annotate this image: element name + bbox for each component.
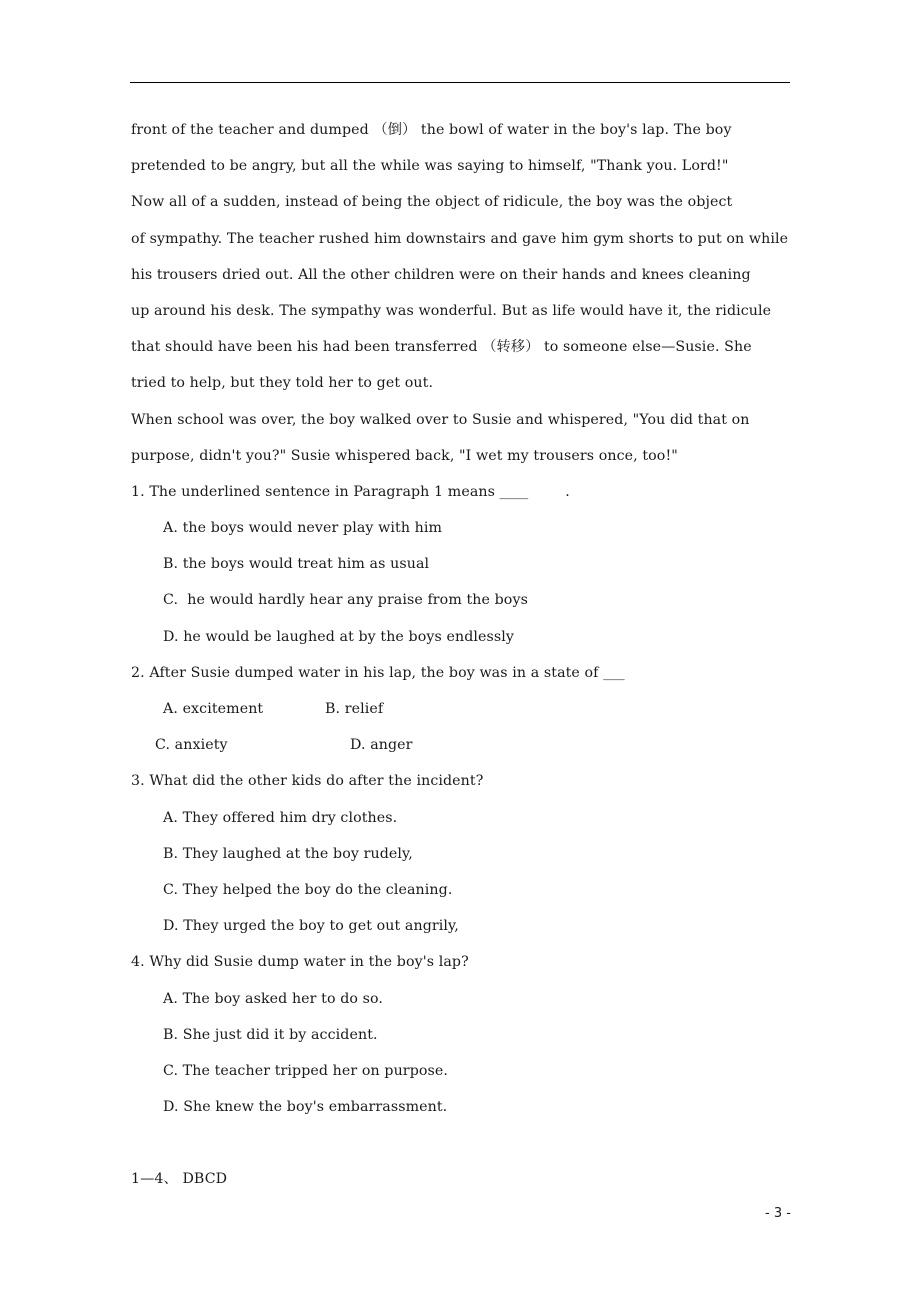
option-d: D. She knew the boy's embarrassment. <box>163 1099 448 1116</box>
spacer <box>131 1125 851 1161</box>
header-rule <box>130 82 790 83</box>
passage-line: Now all of a sudden, instead of being the object of ridicule, the boy was the object <box>131 194 733 211</box>
option-row <box>131 691 851 727</box>
option-c: C. The teacher tripped her on purpose. <box>163 1062 448 1079</box>
answer-key: 1—4、 DBCD <box>131 1171 228 1188</box>
option-b: B. She just did it by accident. <box>163 1026 378 1043</box>
document-body <box>131 112 851 1197</box>
question-stem: 2. After Susie dumped water in his lap, the boy was in a state of ___ <box>131 664 625 681</box>
question-1 <box>131 474 851 655</box>
question-3 <box>131 763 851 944</box>
passage-line: tried to help, but they told her to get out. <box>131 375 434 392</box>
option-a: A. They offered him dry clothes. <box>163 809 398 826</box>
page-number: - 3 - <box>765 1206 791 1221</box>
passage-line: that should have been his had been transferred （转移） to someone else—Susie. She <box>131 339 752 356</box>
question-2 <box>131 655 851 764</box>
option-a: A. The boy asked her to do so. <box>163 990 384 1007</box>
option-a: A. excitement <box>163 701 264 717</box>
question-stem: 3. What did the other kids do after the incident? <box>131 773 484 790</box>
passage-line: pretended to be angry, but all the while was saying to himself, "Thank you. Lord!" <box>131 158 729 175</box>
option-d: D. anger <box>350 737 413 754</box>
passage-line: his trousers dried out. All the other children were on their hands and knees cleaning <box>131 266 751 283</box>
option-d: D. They urged the boy to get out angrily, <box>163 918 459 935</box>
option-row <box>131 727 851 763</box>
passage <box>131 112 851 474</box>
option-c: C. anxiety <box>155 737 228 754</box>
option-b: B. They laughed at the boy rudely, <box>163 845 413 862</box>
option-b: B. the boys would treat him as usual <box>163 556 430 573</box>
question-stem: 4. Why did Susie dump water in the boy's lap? <box>131 954 469 971</box>
option-b: B. relief <box>325 701 384 717</box>
option-c: C. They helped the boy do the cleaning. <box>163 881 453 898</box>
option-c: C. he would hardly hear any praise from the boys <box>163 592 528 609</box>
passage-line: When school was over, the boy walked over to Susie and whispered, "You did that on <box>131 411 750 428</box>
question-4 <box>131 944 851 1125</box>
passage-line: purpose, didn't you?" Susie whispered back, "I wet my trousers once, too!" <box>131 447 678 464</box>
question-stem: 1. The underlined sentence in Paragraph 1 means ____ . <box>131 483 570 500</box>
passage-line: of sympathy. The teacher rushed him downstairs and gave him gym shorts to put on while <box>131 230 789 247</box>
option-a: A. the boys would never play with him <box>163 520 443 537</box>
option-d: D. he would be laughed at by the boys endlessly <box>163 628 515 645</box>
passage-line: up around his desk. The sympathy was wonderful. But as life would have it, the ridicule <box>131 302 772 319</box>
passage-line: front of the teacher and dumped （倒） the bowl of water in the boy's lap. The boy <box>131 122 732 138</box>
